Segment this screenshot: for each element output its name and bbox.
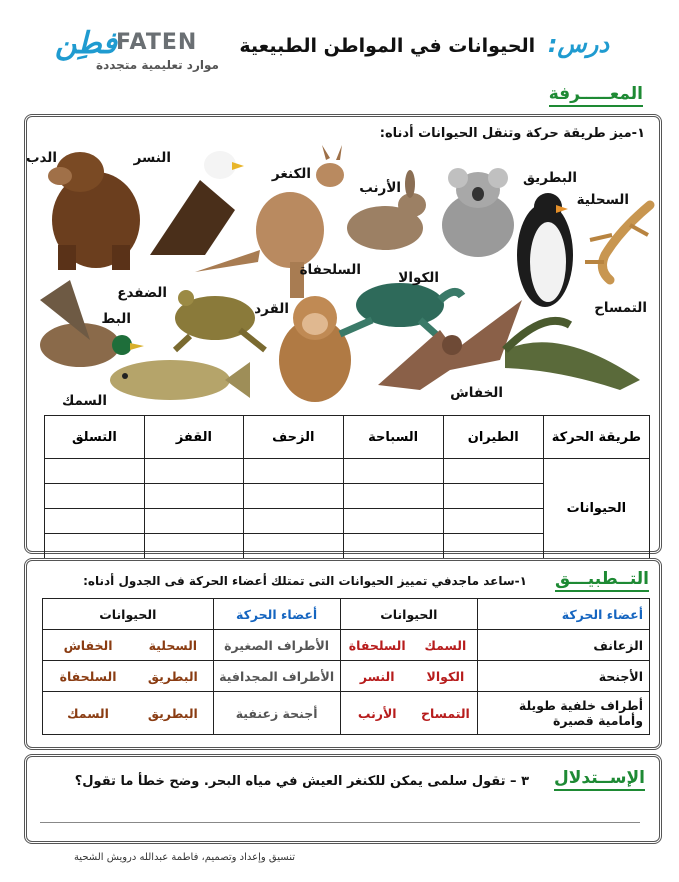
answer-lizard: السحلية <box>133 630 213 661</box>
monkey-picture <box>279 296 351 402</box>
application-question: ١-ساعد ماجدفي تمييز الحيوانات التى تمتلك أعضاء الحركة فى الجدول أدناه: <box>83 574 527 588</box>
answer-turtle: السلحفاة <box>340 630 414 661</box>
answer-line[interactable] <box>40 822 640 823</box>
organ-fins: الزعانف <box>478 630 650 661</box>
answer-crocodile: التمساح <box>414 692 478 735</box>
knowledge-question: ١-ميز طريقة حركة وتنقل الحيوانات أدناه: <box>379 126 645 141</box>
animals-header-1: الحيوانات <box>340 599 477 630</box>
movement-header-flying: الطيران <box>443 416 543 459</box>
answer-cell[interactable] <box>144 509 243 534</box>
frog-picture <box>175 290 265 350</box>
bear-picture <box>48 152 140 270</box>
eagle-picture <box>150 151 244 255</box>
organ-wings: الأجنحة <box>478 661 650 692</box>
label-lizard: السحلية <box>576 192 629 208</box>
penguin-picture <box>517 193 573 307</box>
answer-penguin-2: البطريق <box>133 692 213 735</box>
organ-fin-wings: أجنحة زعنفية <box>213 692 340 735</box>
animals-illustration <box>0 0 679 420</box>
answer-cell[interactable] <box>443 534 543 559</box>
answer-cell[interactable] <box>244 459 344 484</box>
fish-picture <box>110 360 250 400</box>
answer-bat: الخفاش <box>43 630 134 661</box>
lesson-label: درس: <box>547 30 609 58</box>
answer-fish: السمك <box>414 630 478 661</box>
label-koala: الكوالا <box>398 270 439 286</box>
turtle-picture <box>340 283 462 338</box>
organ-long-hind-limbs: أطراف خلفية طويلة وأمامية قصيرة <box>478 692 650 735</box>
footer-credit: تنسيق وإعداد وتصميم، فاطمة عبدالله درويش الشحية <box>73 852 295 863</box>
movement-header-climbing: التسلق <box>45 416 145 459</box>
crocodile-picture <box>505 321 640 390</box>
organs-table <box>42 598 650 735</box>
answer-cell[interactable] <box>144 459 243 484</box>
label-bat: الخفاش <box>450 385 503 401</box>
movement-header-method: طريقة الحركة <box>543 416 649 459</box>
logo-english: FATEN <box>116 30 198 55</box>
answer-penguin: البطريق <box>133 661 213 692</box>
answer-turtle-2: السلحفاة <box>43 661 134 692</box>
answer-cell[interactable] <box>45 509 145 534</box>
reasoning-heading: الإســتدلال <box>554 768 645 791</box>
answer-cell[interactable] <box>443 484 543 509</box>
answer-cell[interactable] <box>443 459 543 484</box>
movement-header-swimming: السباحة <box>343 416 443 459</box>
application-heading: التــطبيـــق <box>555 569 649 592</box>
label-penguin: البطريق <box>523 170 577 186</box>
answer-cell[interactable] <box>45 484 145 509</box>
organs-header-1: أعضاء الحركة <box>478 599 650 630</box>
answer-koala: الكوالا <box>414 661 478 692</box>
answer-cell[interactable] <box>45 534 145 559</box>
koala-picture <box>442 168 514 257</box>
label-eagle: النسر <box>133 150 171 166</box>
animals-header-2: الحيوانات <box>43 599 214 630</box>
label-monkey: القرد <box>254 301 289 317</box>
organ-small-limbs: الأطراف الصغيرة <box>213 630 340 661</box>
label-kangaroo: الكنغر <box>271 166 311 182</box>
movement-header-crawling: الزحف <box>244 416 344 459</box>
answer-cell[interactable] <box>343 534 443 559</box>
answer-cell[interactable] <box>343 509 443 534</box>
organs-header-2: أعضاء الحركة <box>213 599 340 630</box>
label-duck: البط <box>101 311 131 327</box>
logo-tagline: موارد تعليمية متجددة <box>96 58 219 72</box>
label-rabbit: الأرنب <box>359 180 401 196</box>
answer-fish-2: السمك <box>43 692 134 735</box>
label-turtle: السلحفاة <box>299 262 361 278</box>
reasoning-question: ٣ – تقول سلمى يمكن للكنغر العيش في مياه البحر. وضح خطأ ما تقول؟ <box>74 774 529 789</box>
label-fish: السمك <box>61 393 107 409</box>
answer-cell[interactable] <box>244 534 344 559</box>
movement-table <box>44 415 650 559</box>
knowledge-heading: المعـــــرفة <box>549 84 643 107</box>
answer-eagle: النسر <box>340 661 414 692</box>
answer-cell[interactable] <box>443 509 543 534</box>
movement-row-animals: الحيوانات <box>543 459 649 559</box>
answer-cell[interactable] <box>244 484 344 509</box>
answer-cell[interactable] <box>144 484 243 509</box>
lizard-picture <box>585 205 650 280</box>
answer-cell[interactable] <box>343 484 443 509</box>
answer-cell[interactable] <box>45 459 145 484</box>
lesson-name: الحيوانات في المواطن الطبيعية <box>239 35 536 57</box>
answer-rabbit: الأرنب <box>340 692 414 735</box>
label-crocodile: التمساح <box>594 300 647 316</box>
label-bear: الدب <box>25 150 57 166</box>
answer-cell[interactable] <box>343 459 443 484</box>
answer-cell[interactable] <box>244 509 344 534</box>
movement-header-jumping: القفز <box>144 416 243 459</box>
logo-arabic: فطِن <box>55 26 117 61</box>
answer-cell[interactable] <box>144 534 243 559</box>
organ-paddle-limbs: الأطراف المجدافية <box>213 661 340 692</box>
label-frog: الضفدع <box>117 285 167 301</box>
